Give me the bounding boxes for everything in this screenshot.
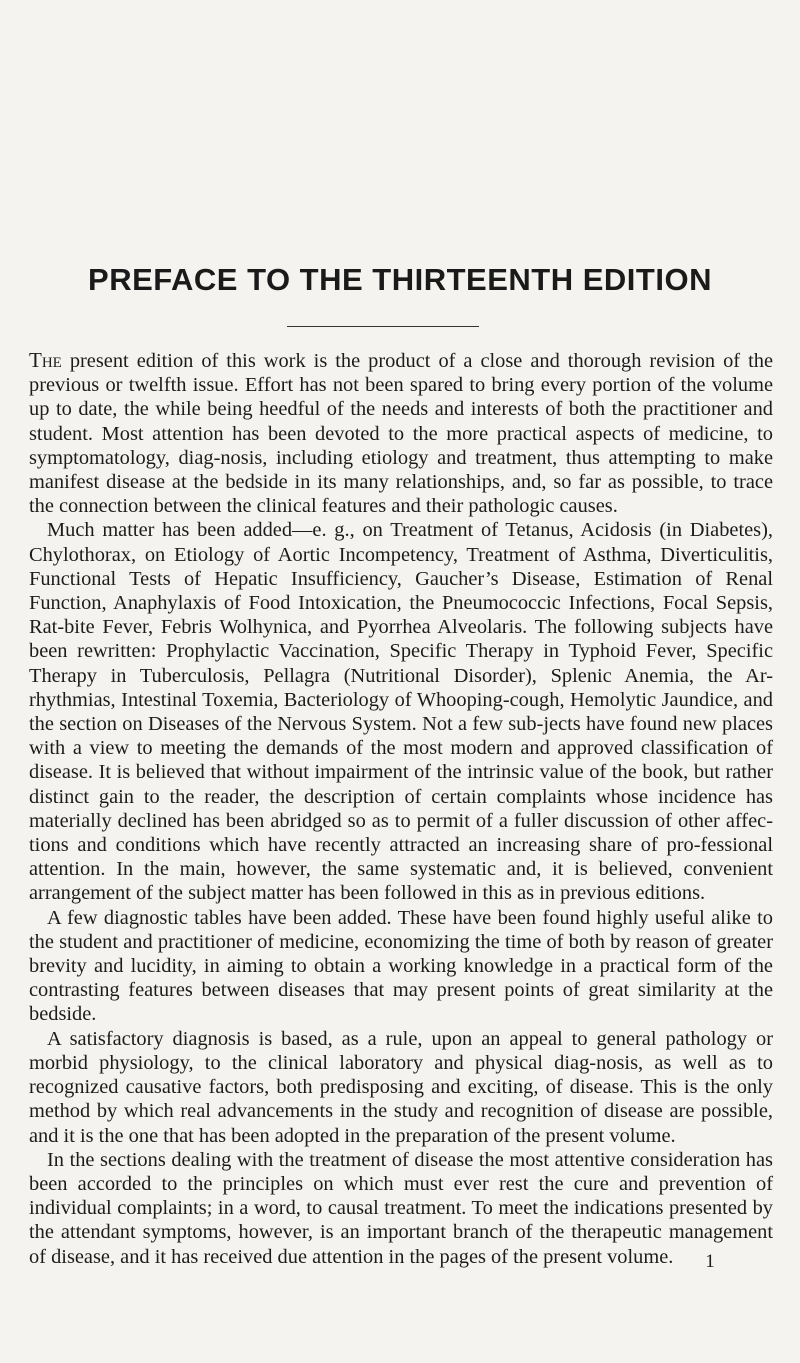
paragraph-1-lead: The bbox=[29, 348, 62, 372]
page-title: PREFACE TO THE THIRTEENTH EDITION bbox=[88, 262, 712, 297]
paragraph-3: A few diagnostic tables have been added. These have been found highly useful alike to the student and practitioner of medicine, economizing the time of both by reason of greater brevity and lucidity, in aiming to obtain a working knowledge in a practical form of the contrasting features between diseases that may present points of great similarity at the bedside. bbox=[29, 906, 773, 1026]
paragraph-2: Much matter has been added—e. g., on Treatment of Tetanus, Acidosis (in Diabetes), Chylothorax, on Etiology of Aortic Incompetency, Treatment of Asthma, Diverticulitis, Functional Tests of Hepatic Insufficiency, Gaucher’s Disease, Estimation of Renal Function, Anaphylaxis of Food Intoxication, the Pneumococcic Infections, Focal Sepsis, Rat-bite Fever, Febris Wolhynica, and Pyorrhea Alveolaris. The following subjects have been rewritten: Prophylactic Vaccination, Specific Therapy in Typhoid Fever, Specific Therapy in Tuberculosis, Pellagra (Nutritional Disorder), Splenic Anemia, the Ar-rhythmias, Intestinal Toxemia, Bacteriology of Whooping-cough, Hemolytic Jaundice, and the section on Diseases of the Nervous System. Not a few sub-jects have found new places with a view to meeting the demands of the most modern and approved classification of disease. It is believed that without impairment of the intrinsic value of the book, but rather distinct gain to the reader, the description of certain complaints whose incidence has materially declined has been abridged so as to permit of a fuller discussion of other affec-tions and conditions which have recently attracted an increasing share of pro-fessional attention. In the main, however, the same systematic and, it is believed, convenient arrangement of the subject matter has been followed in this as in previous editions. bbox=[29, 519, 773, 905]
paragraph-4: A satisfactory diagnosis is based, as a rule, upon an appeal to general pathology or morbid physiology, to the clinical laboratory and physical diag-nosis, as well as to recognized causative factors, both predisposing and exciting, of disease. This is the only method by which real advancements in the study and recognition of disease are possible, and it is the one that has been adopted in the preparation of the present volume. bbox=[29, 1027, 773, 1147]
preface-body bbox=[29, 348, 773, 1269]
paragraph-5: In the sections dealing with the treatment of disease the most attentive consideration has been accorded to the principles on which must ever rest the cure and prevention of individual complaints; in a word, to causal treatment. To meet the indications presented by the attendant symptoms, however, is an important branch of the therapeutic management of disease, and it has received due attention in the pages of the present volume. bbox=[29, 1148, 773, 1268]
paragraph-1 bbox=[29, 348, 773, 518]
title-divider bbox=[287, 326, 479, 327]
page-number: 1 bbox=[705, 1251, 715, 1272]
paragraph-1-text: present edition of this work is the product of a close and thorough revision of the previous or twelfth issue. Effort has not been spared to bring every portion of the volume up to date, the while being heedful of the needs and interests of both the practitioner and student. Most attention has been devoted to the more practical aspects of medicine, to symptomatology, diag-nosis, including etiology and treatment, thus attempting to make manifest disease at the bedside in its many relationships, and, so far as possible, to trace the connection between the clinical features and their pathologic causes. bbox=[29, 350, 773, 518]
